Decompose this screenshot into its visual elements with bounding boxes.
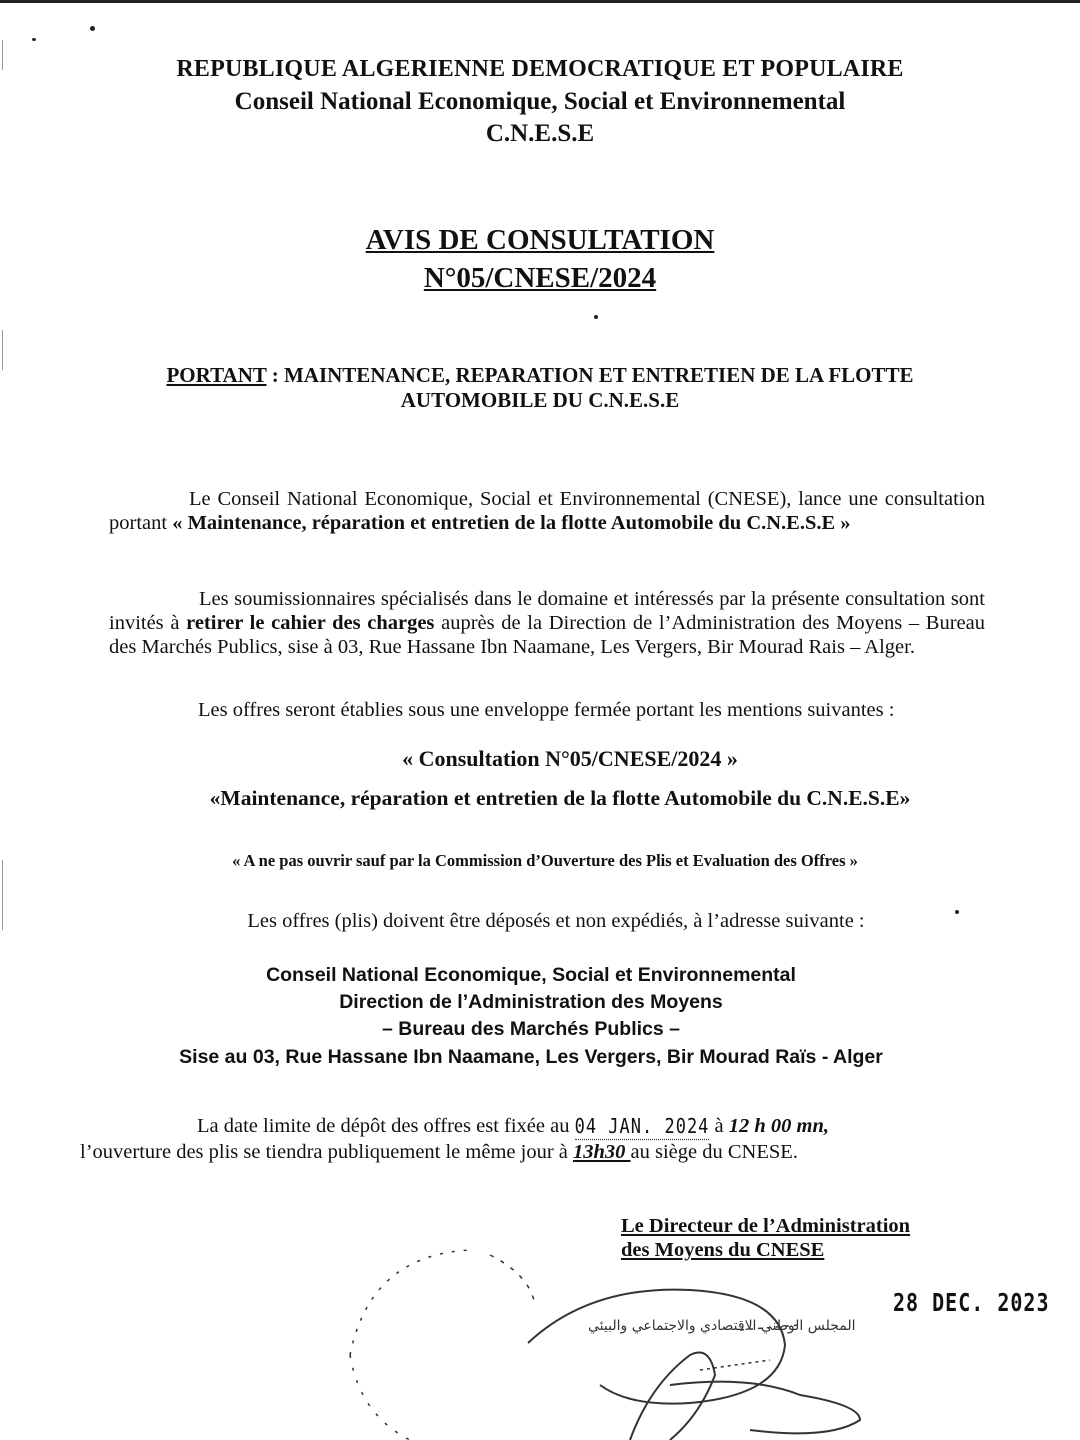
deposit-intro: Les offres (plis) doivent être déposés et non expédiés, à l’adresse suivante : bbox=[247, 910, 865, 932]
scan-speck bbox=[90, 26, 95, 31]
signatory-title: des Moyens du CNESE bbox=[621, 1239, 825, 1261]
scan-edge-line bbox=[2, 860, 3, 930]
scan-speck bbox=[32, 38, 36, 41]
envelope-mention: « A ne pas ouvrir sauf par la Commission d’Ouverture des Plis et Evaluation des Offres » bbox=[232, 851, 858, 870]
deadline-line-1 bbox=[197, 1115, 829, 1138]
deadline-time: 12 h 00 mn, bbox=[728, 1115, 830, 1137]
paragraph-intro-text: Le Conseil National Economique, Social et Environnemental (CNESE), lance une consultation portant bbox=[109, 488, 985, 534]
stamp-ring-arc bbox=[350, 1250, 470, 1355]
paragraph-offers: Les offres seront établies sous une enveloppe fermée portant les mentions suivantes : bbox=[198, 699, 895, 721]
address-line: Sise au 03, Rue Hassane Ibn Naamane, Les Vergers, Bir Mourad Raïs - Alger bbox=[179, 1046, 883, 1068]
deadline-text: à bbox=[709, 1115, 729, 1137]
paragraph-bidders-text-a: Les soumissionnaires spécialisés dans le domaine et intéressés par la présente consultation sont invités à bbox=[109, 588, 985, 634]
opening-text: l’ouverture des plis se tiendra publiquement le même jour à bbox=[80, 1141, 573, 1163]
paragraph-intro-bold: « Maintenance, réparation et entretien de la flotte Automobile du C.N.E.S.E » bbox=[172, 512, 851, 534]
paragraph-bidders-bold: retirer le cahier des charges bbox=[186, 612, 435, 634]
address-line: Direction de l’Administration des Moyens bbox=[339, 991, 723, 1013]
envelope-reference: « Consultation N°05/CNESE/2024 » bbox=[402, 746, 738, 771]
subject-line bbox=[100, 363, 980, 413]
stamp-date: 28 DEC. 2023 bbox=[893, 1287, 1050, 1317]
scan-speck bbox=[594, 315, 598, 319]
stamp-ring-arc bbox=[490, 1255, 535, 1305]
address-line: – Bureau des Marchés Publics – bbox=[381, 1018, 681, 1040]
opening-location: au siège du CNESE. bbox=[630, 1141, 798, 1163]
signature-stroke bbox=[630, 1353, 715, 1440]
signature-stroke bbox=[528, 1290, 785, 1404]
institution-header: Conseil National Economique, Social et Environnemental bbox=[234, 88, 846, 115]
stamp-arabic-text: المجلس الوطني الاقتصادي والاجتماعي والبيئي bbox=[588, 1318, 856, 1334]
notice-title: AVIS DE CONSULTATION bbox=[365, 224, 715, 256]
envelope-object: «Maintenance, réparation et entretien de la flotte Automobile du C.N.E.S.E» bbox=[209, 786, 911, 810]
country-header: REPUBLIQUE ALGERIENNE DEMOCRATIQUE ET POPULAIRE bbox=[176, 56, 904, 82]
official-stamp-signature bbox=[330, 1235, 890, 1440]
deadline-date: 04 JAN. 2024 bbox=[574, 1114, 710, 1139]
acronym-header: C.N.E.S.E bbox=[485, 120, 595, 147]
paragraph-bidders-text-b: auprès de la Direction de l’Administration des Moyens – Bureau des Marchés Publics, sise à 03, Rue Hassane Ibn Naamane, Les Vergers, Bir Mourad Rais – Alger. bbox=[109, 612, 985, 658]
scan-edge-line bbox=[2, 330, 3, 370]
deadline-line-2 bbox=[80, 1141, 798, 1164]
subject-text: : MAINTENANCE, REPARATION ET ENTRETIEN DE LA FLOTTE AUTOMOBILE DU C.N.E.S.E bbox=[266, 363, 914, 412]
top-border-rule bbox=[0, 0, 1080, 3]
paragraph-intro bbox=[109, 487, 985, 535]
address-line: Conseil National Economique, Social et Environnemental bbox=[266, 964, 796, 986]
signatory-title: Le Directeur de l’Administration bbox=[621, 1215, 911, 1237]
deadline-text: La date limite de dépôt des offres est fixée au bbox=[197, 1115, 575, 1137]
opening-time: 13h30 bbox=[573, 1141, 631, 1163]
paragraph-bidders bbox=[109, 587, 985, 659]
stamp-ring-arc bbox=[350, 1355, 410, 1440]
notice-number: N°05/CNESE/2024 bbox=[423, 262, 657, 294]
subject-label: PORTANT bbox=[166, 363, 267, 387]
